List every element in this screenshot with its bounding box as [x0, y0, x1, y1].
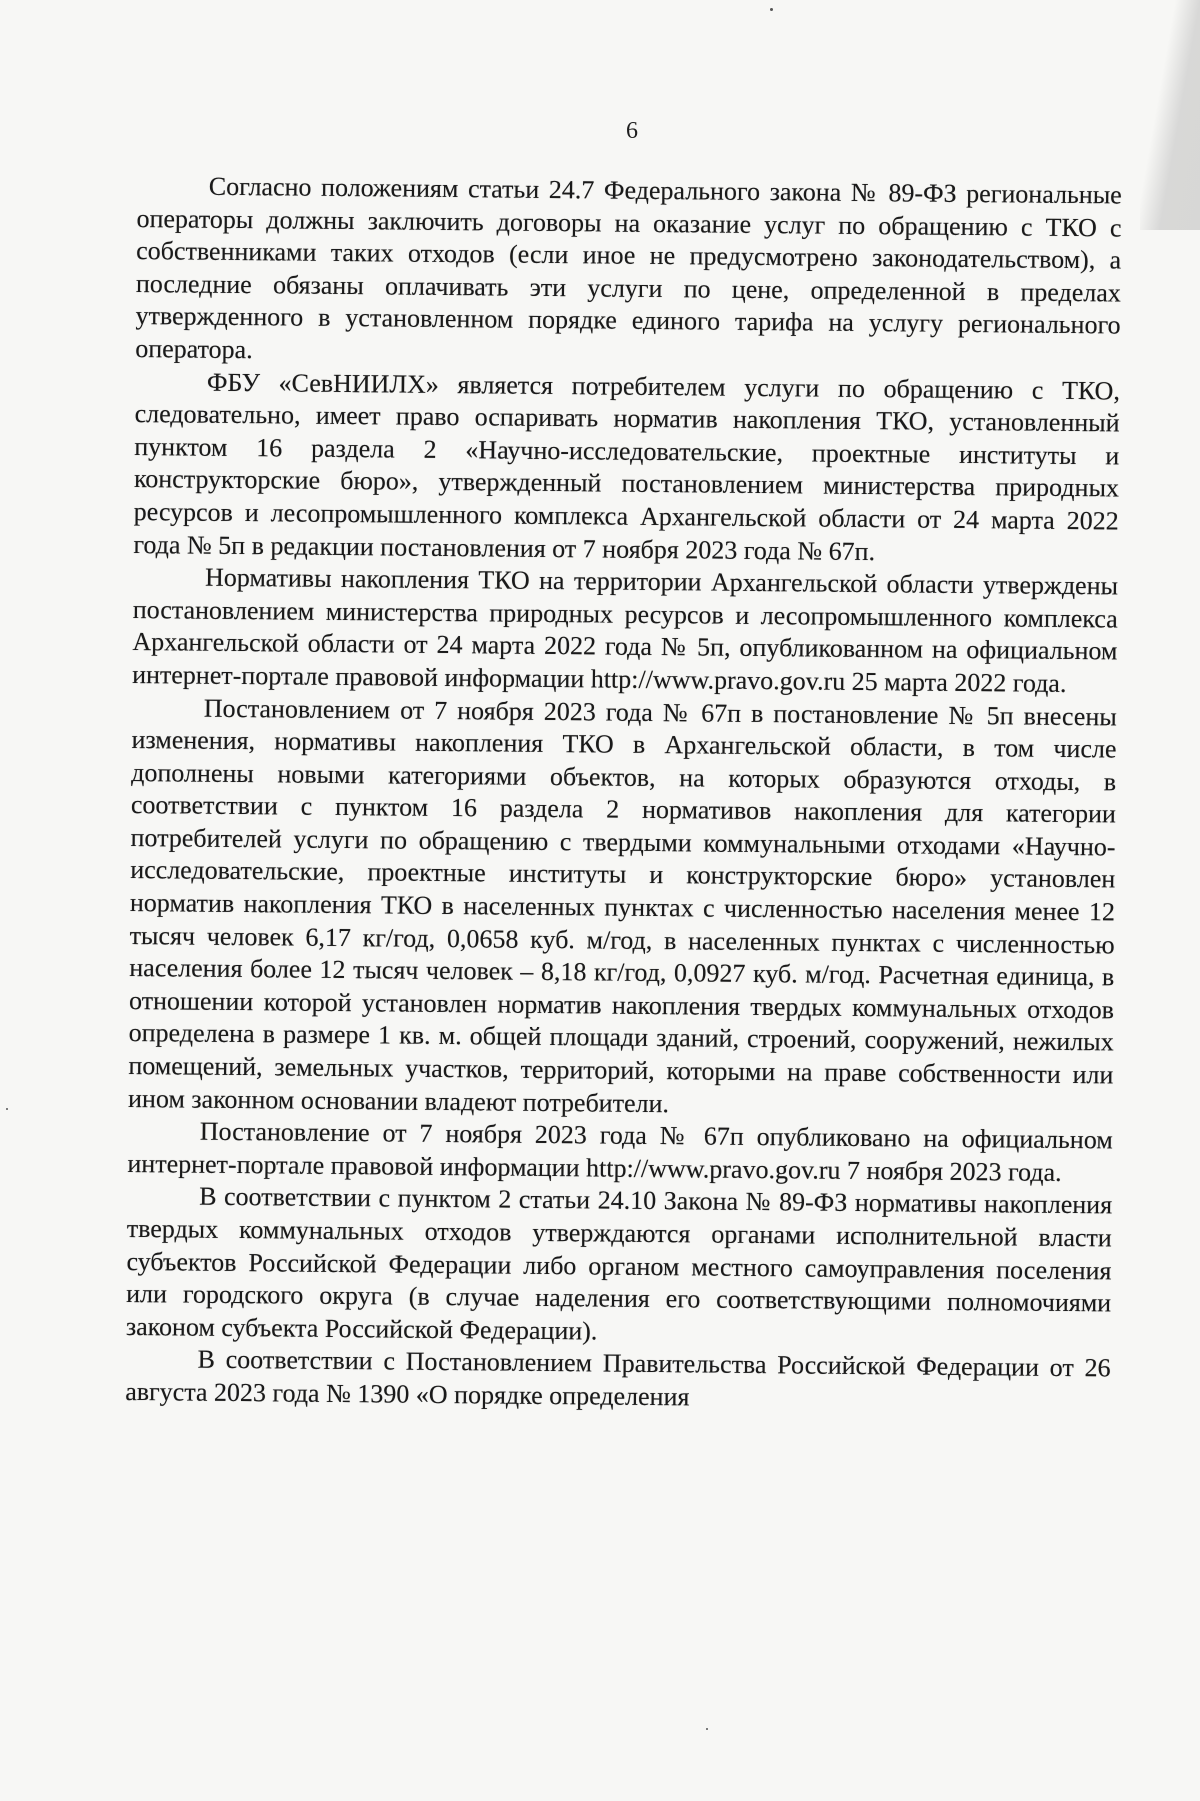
- scan-speck: [770, 8, 773, 11]
- paragraph-2: ФБУ «СевНИИЛХ» является потребителем услуги по обращению с ТКО, следовательно, имеет право оспаривать норматив накопления ТКО, установленный пунктом 16 раздела 2 «Научно-исследовательские, проектные институты и конструкторские бюро», утвержденный постановлением министерства природных ресурсов и лесопромышленного комплекса Архангельской области от 24 марта 2022 года № 5п в редакции постановления от 7 ноября 2023 года № 67п.: [133, 367, 1121, 566]
- paragraph-6: В соответствии с пунктом 2 статьи 24.10 Закона № 89-ФЗ нормативы накопления твердых коммунальных отходов утверждаются органами исполнительной власти субъектов Российской Федерации либо органом местного самоуправления поселения или городского округа (в случае наделения его соответствующими полномочиями законом субъекта Российской Федерации).: [125, 1182, 1113, 1346]
- page-number: 6: [626, 118, 638, 144]
- scan-speck: [6, 1108, 8, 1110]
- paragraph-1: Согласно положениям статьи 24.7 Федерального закона № 89-ФЗ региональные операторы должны заключить договоры на оказание услуг по обращению с ТКО с собственниками таких отходов (если иное не предусмотрено законодательством), а последние обязаны оплачивать эти услуги по цене, определенной в пределах утвержденного в установленном порядке единого тарифа на услугу регионального оператора.: [135, 171, 1122, 365]
- paragraph-7: В соответствии с Постановлением Правительства Российской Федерации от 26 августа 2023 года № 1390 «О порядке определения: [125, 1345, 1111, 1412]
- paragraph-5: Постановление от 7 ноября 2023 года № 67п опубликовано на официальном интернет-портале правовой информации http://www.pravo.gov.ru 7 ноября 2023 года.: [127, 1116, 1113, 1187]
- paragraph-3: Нормативы накопления ТКО на территории Архангельской области утверждены постановлением министерства природных ресурсов и лесопромышленного комплекса Архангельской области от 24 марта 2022 года № 5п, опубликованном на официальном интернет-портале правовой информации http://www.pravo.gov.ru 25 марта 2022 года.: [132, 562, 1119, 698]
- scan-speck: [706, 1728, 708, 1730]
- scan-edge-shadow: [1140, 0, 1200, 230]
- document-body: [125, 170, 1122, 1418]
- paragraph-4: Постановлением от 7 ноября 2023 года № 67п в постановление № 5п внесены изменения, нормативы накопления ТКО в Архангельской области, в том числе дополнены новыми категориями объектов, на которых образуются отходы, в соответствии с пунктом 16 раздела 2 нормативов накопления для категории потребителей услуги по обращению с твердыми коммунальными отходами «Научно-исследовательские, проектные институты и конструкторские бюро» установлен норматив накопления ТКО в населенных пунктах с численностью населения менее 12 тысяч человек 6,17 кг/год, 0,0658 куб. м/год, в населенных пунктах с численностью населения более 12 тысяч человек – 8,18 кг/год, 0,0927 куб. м/год. Расчетная единица, в отношении которой установлен норматив накопления твердых коммунальных отходов определена в размере 1 кв. м. общей площади зданий, строений, сооружений, нежилых помещений, земельных участков, территорий, которыми на праве собственности или ином законном основании владеют потребители.: [127, 693, 1117, 1118]
